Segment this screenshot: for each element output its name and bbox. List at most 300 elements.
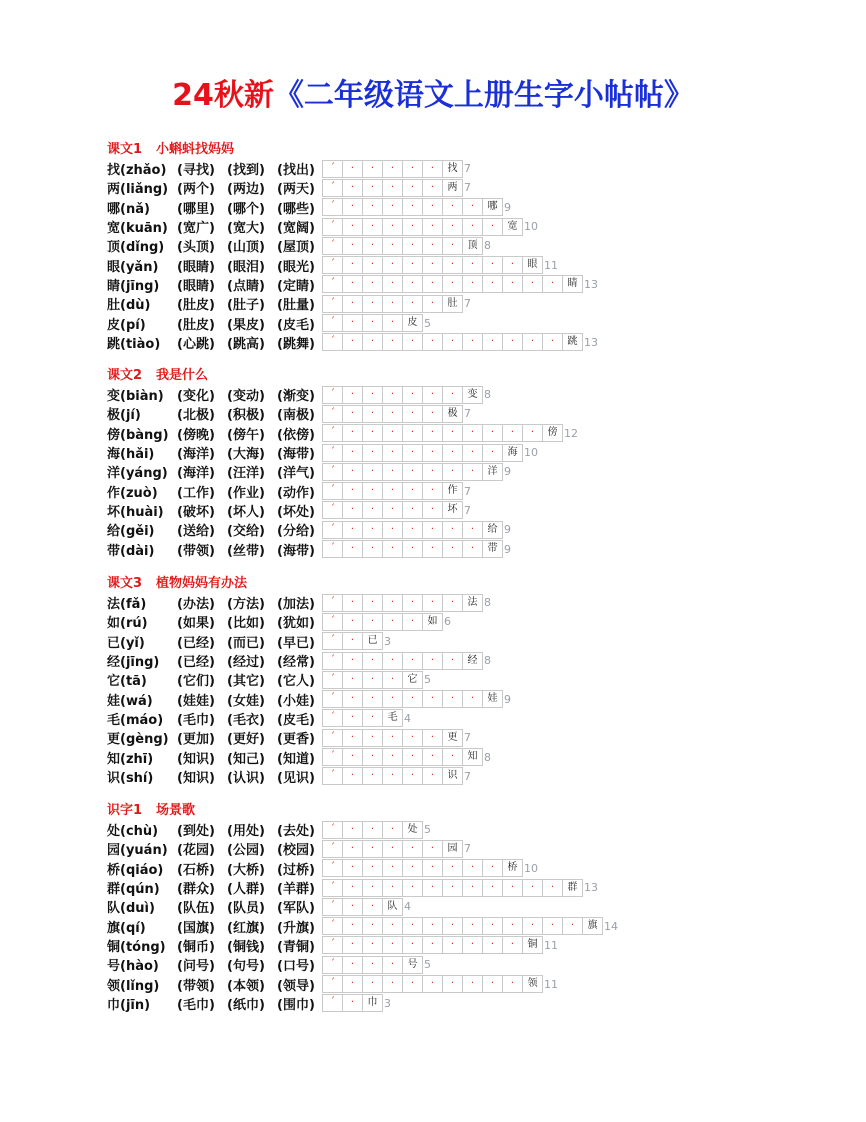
stroke-order-grid	[322, 179, 463, 197]
stroke-step-cell: ·	[423, 161, 443, 178]
character-row	[107, 897, 618, 916]
character-row	[107, 443, 578, 462]
stroke-count: 8	[484, 596, 491, 610]
example-word: (知识)	[177, 770, 215, 786]
stroke-step-cell: ·	[423, 445, 443, 462]
stroke-order-grid	[322, 482, 463, 500]
stroke-step-cell: ·	[403, 522, 423, 539]
stroke-step-cell: ˊ	[323, 957, 343, 974]
character-pinyin: 皮(pí)	[107, 317, 146, 333]
stroke-count: 7	[464, 503, 471, 517]
stroke-step-cell: 哪	[483, 199, 503, 216]
stroke-step-cell: ·	[423, 502, 443, 519]
stroke-step-cell: ·	[403, 918, 423, 935]
stroke-step-cell: ·	[443, 541, 463, 558]
stroke-step-cell: ·	[403, 483, 423, 500]
example-word: (送给)	[177, 524, 215, 540]
stroke-order-grid	[322, 237, 483, 255]
character-row	[107, 236, 598, 255]
character-pinyin: 巾(jīn)	[107, 997, 151, 1013]
stroke-step-cell: ·	[423, 522, 443, 539]
stroke-step-cell: 领	[523, 976, 543, 993]
example-word: (肚量)	[277, 298, 315, 314]
stroke-step-cell: ·	[423, 937, 443, 954]
character-row	[107, 462, 578, 481]
stroke-step-cell: ˊ	[323, 937, 343, 954]
stroke-count: 9	[504, 200, 511, 214]
character-pinyin: 桥(qiáo)	[107, 862, 164, 878]
stroke-step-cell: 处	[403, 822, 423, 839]
example-word: (去处)	[277, 824, 315, 840]
example-word: (傍午)	[227, 427, 265, 443]
stroke-step-cell: ·	[443, 937, 463, 954]
stroke-order-grid	[322, 424, 563, 442]
stroke-step-cell: ·	[383, 445, 403, 462]
stroke-step-cell: ·	[423, 691, 443, 708]
stroke-step-cell: ·	[343, 614, 363, 631]
stroke-step-cell: ·	[383, 199, 403, 216]
example-word: (坏人)	[227, 504, 265, 520]
stroke-step-cell: ·	[503, 976, 523, 993]
example-word: (带领)	[177, 978, 215, 994]
stroke-order-grid	[322, 748, 483, 766]
example-word: (两边)	[227, 182, 265, 198]
stroke-step-cell: ·	[343, 976, 363, 993]
example-word: (石桥)	[177, 862, 215, 878]
stroke-step-cell: ·	[363, 672, 383, 689]
stroke-step-cell: ·	[343, 219, 363, 236]
stroke-step-cell: 毛	[383, 710, 403, 727]
character-row	[107, 955, 618, 974]
example-word: (哪些)	[277, 201, 315, 217]
example-word: (群众)	[177, 882, 215, 898]
example-word: (花园)	[177, 843, 215, 859]
example-word: (知识)	[177, 751, 215, 767]
stroke-step-cell: ·	[423, 860, 443, 877]
stroke-step-cell: ·	[343, 387, 363, 404]
example-word: (领导)	[277, 978, 315, 994]
stroke-step-cell: ·	[343, 257, 363, 274]
example-word: (肚皮)	[177, 298, 215, 314]
example-word: (山顶)	[227, 240, 265, 256]
stroke-step-cell: ·	[383, 296, 403, 313]
page-title	[0, 76, 866, 116]
stroke-count: 7	[464, 181, 471, 195]
stroke-step-cell: ·	[343, 995, 363, 1012]
stroke-step-cell: ·	[423, 257, 443, 274]
stroke-step-cell: ˊ	[323, 522, 343, 539]
character-pinyin: 变(biàn)	[107, 389, 164, 405]
stroke-step-cell: ˊ	[323, 768, 343, 785]
stroke-step-cell: ·	[403, 595, 423, 612]
stroke-step-cell: ·	[363, 595, 383, 612]
stroke-step-cell: ·	[343, 595, 363, 612]
stroke-step-cell: 傍	[543, 425, 563, 442]
stroke-count: 7	[464, 731, 471, 745]
stroke-order-grid	[322, 218, 523, 236]
stroke-count: 10	[524, 446, 538, 460]
stroke-step-cell: ·	[503, 425, 523, 442]
stroke-step-cell: ˊ	[323, 710, 343, 727]
character-row	[107, 198, 598, 217]
stroke-step-cell: ·	[403, 180, 423, 197]
stroke-step-cell: ·	[563, 918, 583, 935]
stroke-step-cell: ·	[403, 219, 423, 236]
example-word: (分给)	[277, 524, 315, 540]
stroke-step-cell: ·	[383, 502, 403, 519]
stroke-order-grid	[322, 859, 523, 877]
stroke-step-cell: ·	[383, 672, 403, 689]
stroke-step-cell: ·	[503, 334, 523, 351]
stroke-step-cell: ·	[443, 918, 463, 935]
stroke-step-cell: ·	[443, 276, 463, 293]
stroke-step-cell: ·	[363, 522, 383, 539]
stroke-order-grid	[322, 729, 463, 747]
stroke-step-cell: ·	[383, 406, 403, 423]
stroke-step-cell: ·	[363, 541, 383, 558]
stroke-step-cell: ·	[343, 180, 363, 197]
example-word: (毛衣)	[227, 712, 265, 728]
stroke-step-cell: ·	[343, 937, 363, 954]
stroke-step-cell: ·	[403, 749, 423, 766]
example-word: (肚子)	[227, 298, 265, 314]
stroke-step-cell: ˊ	[323, 257, 343, 274]
lesson-section	[107, 574, 511, 786]
stroke-step-cell: ·	[463, 541, 483, 558]
stroke-step-cell: ·	[343, 730, 363, 747]
example-word: (早已)	[277, 635, 315, 651]
stroke-count: 12	[564, 426, 578, 440]
stroke-step-cell: ˊ	[323, 296, 343, 313]
character-pinyin: 眼(yǎn)	[107, 259, 159, 275]
stroke-step-cell: ·	[343, 464, 363, 481]
stroke-step-cell: ·	[403, 541, 423, 558]
character-pinyin: 知(zhī)	[107, 751, 154, 767]
stroke-step-cell: ·	[363, 691, 383, 708]
stroke-step-cell: ·	[423, 387, 443, 404]
stroke-count: 5	[424, 316, 431, 330]
stroke-step-cell: ·	[343, 445, 363, 462]
stroke-step-cell: ·	[363, 406, 383, 423]
character-pinyin: 旗(qí)	[107, 920, 146, 936]
example-word: (海带)	[277, 447, 315, 463]
stroke-step-cell: ·	[363, 334, 383, 351]
stroke-count: 9	[504, 523, 511, 537]
stroke-order-grid	[322, 632, 383, 650]
stroke-step-cell: ·	[363, 768, 383, 785]
character-pinyin: 极(jí)	[107, 408, 141, 424]
stroke-count: 4	[404, 900, 411, 914]
section-subtitle: 植物妈妈有办法	[156, 576, 248, 591]
stroke-step-cell: 号	[403, 957, 423, 974]
example-word: (毛巾)	[177, 997, 215, 1013]
lesson-section	[107, 801, 618, 1013]
stroke-step-cell: 经	[463, 653, 483, 670]
stroke-step-cell: ·	[463, 445, 483, 462]
stroke-step-cell: ·	[463, 691, 483, 708]
stroke-step-cell: ·	[503, 276, 523, 293]
example-word: (变动)	[227, 389, 265, 405]
character-pinyin: 毛(máo)	[107, 712, 164, 728]
example-word: (哪个)	[227, 201, 265, 217]
character-row	[107, 501, 578, 520]
character-pinyin: 给(gěi)	[107, 524, 155, 540]
character-row	[107, 839, 618, 858]
character-pinyin: 领(lǐng)	[107, 978, 160, 994]
stroke-order-grid	[322, 386, 483, 404]
stroke-step-cell: ·	[463, 976, 483, 993]
stroke-step-cell: ˊ	[323, 995, 343, 1012]
stroke-step-cell: ·	[343, 541, 363, 558]
character-pinyin: 如(rú)	[107, 616, 148, 632]
stroke-step-cell: ·	[443, 464, 463, 481]
stroke-step-cell: ·	[423, 918, 443, 935]
stroke-step-cell: ·	[343, 483, 363, 500]
character-row	[107, 632, 511, 651]
stroke-order-grid	[322, 444, 523, 462]
stroke-step-cell: ·	[363, 315, 383, 332]
stroke-step-cell: 知	[463, 749, 483, 766]
stroke-step-cell: ·	[403, 387, 423, 404]
stroke-step-cell: ·	[383, 860, 403, 877]
stroke-order-grid	[322, 521, 503, 539]
stroke-step-cell: ˊ	[323, 860, 343, 877]
character-row	[107, 728, 511, 747]
example-word: (铜钱)	[227, 939, 265, 955]
stroke-step-cell: ˊ	[323, 483, 343, 500]
stroke-step-cell: ˊ	[323, 180, 343, 197]
character-row	[107, 936, 618, 955]
stroke-step-cell: ·	[343, 957, 363, 974]
stroke-step-cell: ·	[363, 614, 383, 631]
stroke-step-cell: ·	[383, 464, 403, 481]
stroke-step-cell: ·	[443, 860, 463, 877]
stroke-step-cell: ·	[343, 841, 363, 858]
stroke-order-grid	[322, 314, 423, 332]
example-word: (宽广)	[177, 221, 215, 237]
stroke-step-cell: ·	[463, 860, 483, 877]
stroke-step-cell: ·	[383, 387, 403, 404]
section-heading	[107, 140, 598, 159]
stroke-step-cell: ·	[343, 502, 363, 519]
stroke-order-grid	[322, 463, 503, 481]
stroke-step-cell: ·	[443, 653, 463, 670]
stroke-step-cell: ˊ	[323, 822, 343, 839]
stroke-count: 5	[424, 823, 431, 837]
stroke-step-cell: ·	[363, 918, 383, 935]
stroke-step-cell: ·	[403, 841, 423, 858]
stroke-step-cell: ·	[383, 614, 403, 631]
example-word: (皮毛)	[277, 712, 315, 728]
stroke-step-cell: ·	[363, 483, 383, 500]
stroke-count: 14	[604, 919, 618, 933]
stroke-step-cell: 眼	[523, 257, 543, 274]
section-heading	[107, 366, 578, 385]
stroke-count: 3	[384, 996, 391, 1010]
example-word: (公园)	[227, 843, 265, 859]
stroke-step-cell: ·	[363, 276, 383, 293]
stroke-step-cell: ˊ	[323, 425, 343, 442]
stroke-step-cell: 园	[443, 841, 463, 858]
character-row	[107, 820, 618, 839]
character-pinyin: 号(hào)	[107, 959, 159, 975]
stroke-step-cell: 桥	[503, 860, 523, 877]
example-word: (大海)	[227, 447, 265, 463]
character-pinyin: 跳(tiào)	[107, 336, 161, 352]
stroke-count: 6	[444, 615, 451, 629]
example-word: (本领)	[227, 978, 265, 994]
stroke-step-cell: ·	[383, 880, 403, 897]
stroke-step-cell: ˊ	[323, 276, 343, 293]
title-main: 《二年级语文上册生字小帖帖》	[273, 78, 694, 113]
stroke-order-grid	[322, 690, 503, 708]
character-row	[107, 670, 511, 689]
stroke-step-cell: ·	[383, 257, 403, 274]
example-word: (找出)	[277, 163, 315, 179]
stroke-order-grid	[322, 333, 583, 351]
stroke-step-cell: ·	[343, 860, 363, 877]
stroke-step-cell: ˊ	[323, 672, 343, 689]
stroke-step-cell: ˊ	[323, 880, 343, 897]
stroke-step-cell: ·	[343, 522, 363, 539]
stroke-step-cell: ·	[343, 918, 363, 935]
example-word: (经常)	[277, 655, 315, 671]
example-word: (两天)	[277, 182, 315, 198]
stroke-step-cell: ˊ	[323, 614, 343, 631]
stroke-step-cell: ·	[363, 445, 383, 462]
stroke-step-cell: ·	[363, 387, 383, 404]
stroke-step-cell: 如	[423, 614, 443, 631]
stroke-step-cell: ·	[383, 730, 403, 747]
example-word: (南极)	[277, 408, 315, 424]
character-pinyin: 傍(bàng)	[107, 427, 169, 443]
stroke-step-cell: ·	[343, 161, 363, 178]
stroke-order-grid	[322, 956, 423, 974]
example-word: (知道)	[277, 751, 315, 767]
stroke-step-cell: ·	[343, 822, 363, 839]
example-word: (红旗)	[227, 920, 265, 936]
stroke-count: 11	[544, 258, 558, 272]
stroke-step-cell: ·	[343, 334, 363, 351]
stroke-step-cell: ·	[363, 296, 383, 313]
stroke-step-cell: 变	[463, 387, 483, 404]
stroke-step-cell: ·	[363, 425, 383, 442]
stroke-step-cell: ·	[383, 822, 403, 839]
stroke-step-cell: ·	[383, 425, 403, 442]
stroke-order-grid	[322, 671, 423, 689]
example-word: (娃娃)	[177, 693, 215, 709]
stroke-step-cell: ·	[463, 464, 483, 481]
stroke-step-cell: ·	[363, 464, 383, 481]
example-word: (加法)	[277, 597, 315, 613]
example-word: (而已)	[227, 635, 265, 651]
stroke-step-cell: ·	[403, 334, 423, 351]
stroke-step-cell: ·	[423, 880, 443, 897]
stroke-step-cell: ˊ	[323, 334, 343, 351]
example-word: (心跳)	[177, 336, 215, 352]
stroke-step-cell: ·	[403, 296, 423, 313]
character-pinyin: 洋(yáng)	[107, 466, 168, 482]
stroke-order-grid	[322, 652, 483, 670]
stroke-step-cell: ·	[523, 276, 543, 293]
stroke-step-cell: ·	[423, 334, 443, 351]
character-pinyin: 坏(huài)	[107, 504, 164, 520]
example-word: (见识)	[277, 770, 315, 786]
stroke-step-cell: ·	[483, 445, 503, 462]
character-pinyin: 处(chù)	[107, 824, 159, 840]
example-word: (知己)	[227, 751, 265, 767]
stroke-count: 7	[464, 297, 471, 311]
stroke-step-cell: ˊ	[323, 445, 343, 462]
stroke-order-grid	[322, 405, 463, 423]
example-word: (肚皮)	[177, 317, 215, 333]
stroke-step-cell: ·	[343, 238, 363, 255]
stroke-step-cell: ·	[483, 918, 503, 935]
lesson-section	[107, 366, 578, 559]
example-word: (果皮)	[227, 317, 265, 333]
example-word: (交给)	[227, 524, 265, 540]
stroke-step-cell: 给	[483, 522, 503, 539]
character-row	[107, 747, 511, 766]
stroke-step-cell: ·	[403, 257, 423, 274]
stroke-step-cell: ·	[423, 541, 443, 558]
stroke-count: 13	[584, 881, 598, 895]
stroke-step-cell: 坏	[443, 502, 463, 519]
stroke-order-grid	[322, 917, 603, 935]
stroke-count: 8	[484, 239, 491, 253]
character-row	[107, 539, 578, 558]
stroke-step-cell: ·	[363, 822, 383, 839]
stroke-step-cell: ·	[383, 238, 403, 255]
example-word: (国旗)	[177, 920, 215, 936]
section-heading	[107, 574, 511, 593]
stroke-step-cell: ·	[343, 199, 363, 216]
character-row	[107, 481, 578, 500]
stroke-step-cell: ·	[383, 918, 403, 935]
stroke-step-cell: ·	[343, 672, 363, 689]
stroke-step-cell: ·	[363, 957, 383, 974]
example-word: (其它)	[227, 674, 265, 690]
stroke-order-grid	[322, 501, 463, 519]
stroke-step-cell: 跳	[563, 334, 583, 351]
stroke-step-cell: ·	[483, 976, 503, 993]
stroke-step-cell: ·	[343, 710, 363, 727]
section-subtitle: 场景歌	[156, 803, 196, 818]
example-word: (口号)	[277, 959, 315, 975]
example-word: (它们)	[177, 674, 215, 690]
stroke-step-cell: 法	[463, 595, 483, 612]
stroke-step-cell: ·	[483, 276, 503, 293]
section-subtitle: 小蝌蚪找妈妈	[156, 142, 235, 157]
example-word: (海带)	[277, 543, 315, 559]
example-word: (认识)	[227, 770, 265, 786]
example-word: (海洋)	[177, 466, 215, 482]
stroke-step-cell: ·	[523, 425, 543, 442]
example-word: (铜币)	[177, 939, 215, 955]
stroke-step-cell: 更	[443, 730, 463, 747]
stroke-count: 11	[544, 938, 558, 952]
example-word: (丝带)	[227, 543, 265, 559]
stroke-count: 13	[584, 277, 598, 291]
example-word: (作业)	[227, 485, 265, 501]
example-word: (毛巾)	[177, 712, 215, 728]
stroke-step-cell: ·	[443, 199, 463, 216]
stroke-step-cell: ·	[543, 918, 563, 935]
stroke-step-cell: ·	[483, 219, 503, 236]
stroke-step-cell: 皮	[403, 315, 423, 332]
stroke-step-cell: 识	[443, 768, 463, 785]
title-prefix: 24秋新	[172, 78, 274, 113]
